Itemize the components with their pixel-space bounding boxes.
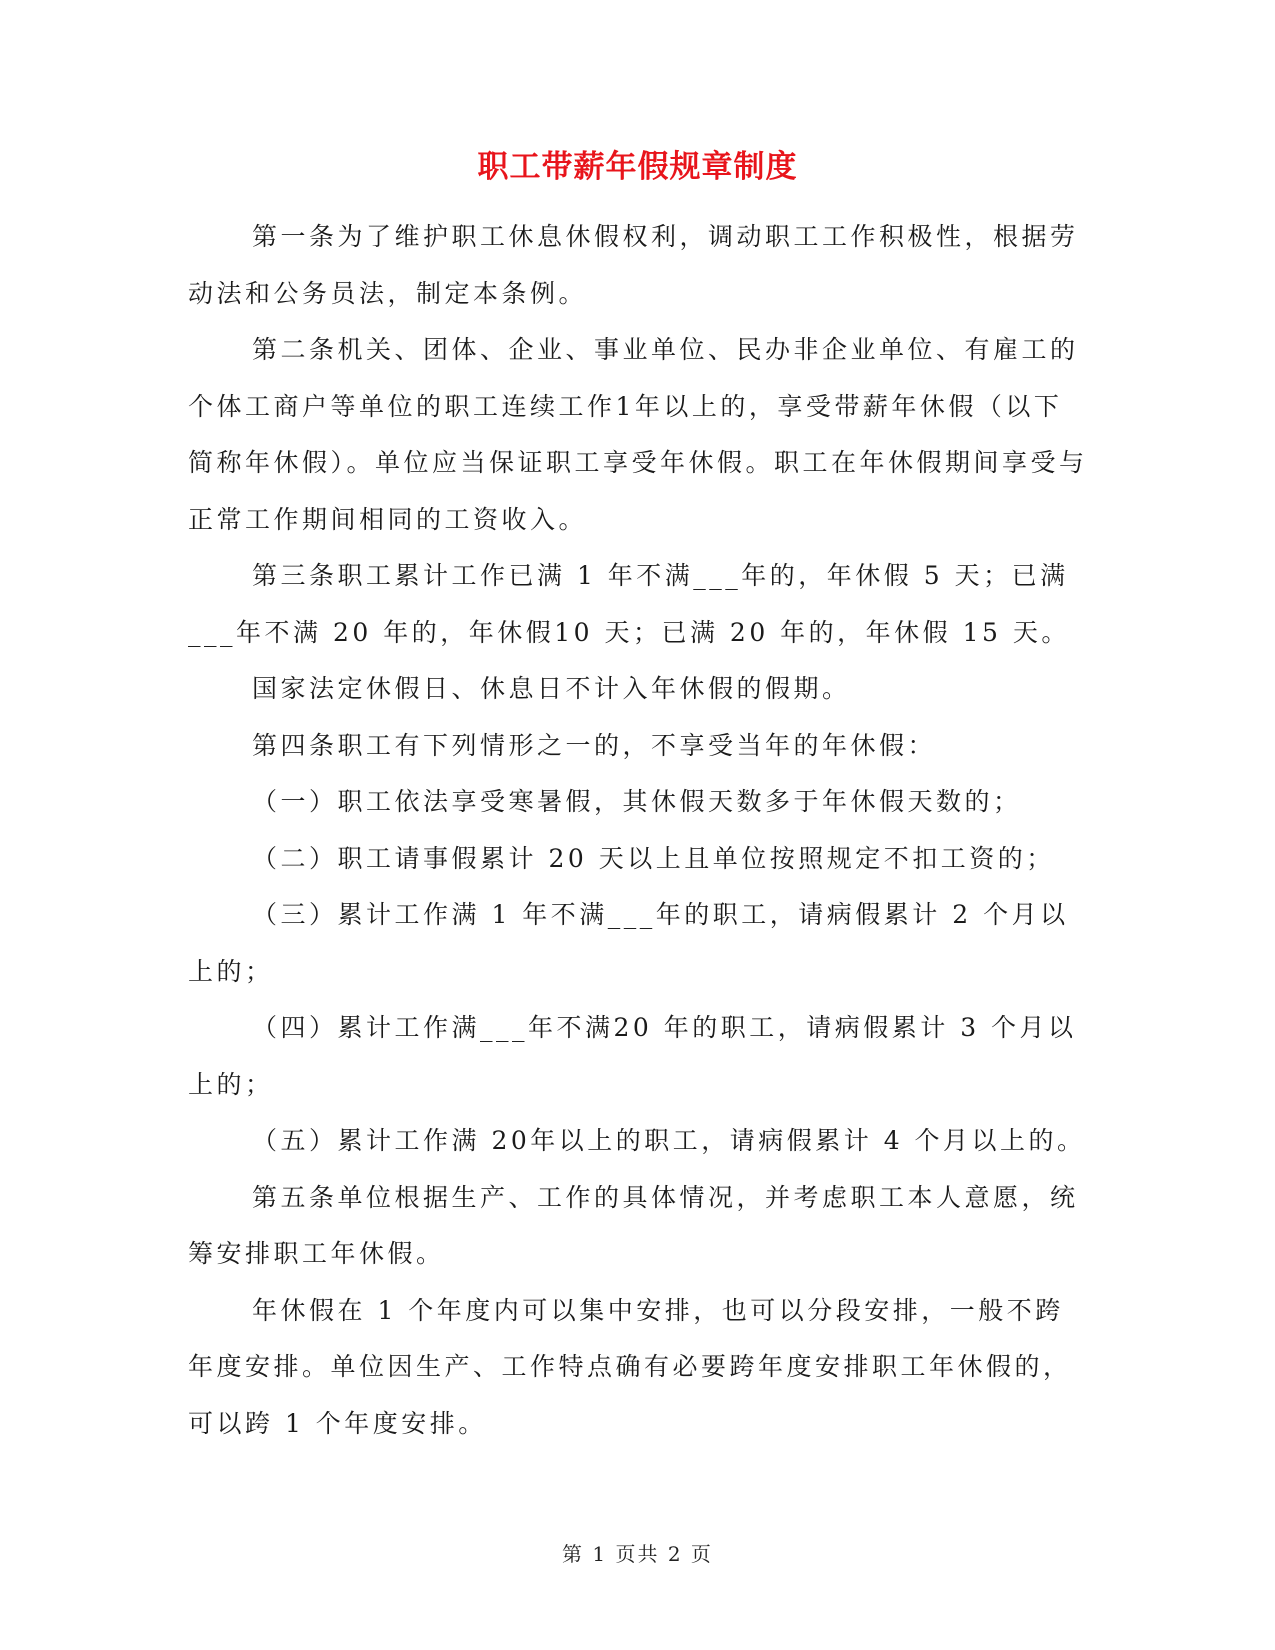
list-item-3: （三）累计工作满 1 年不满___年的职工，请病假累计 2 个月以上的；: [188, 900, 1069, 986]
document-title: 职工带薪年假规章制度: [477, 149, 798, 185]
page-footer: 第 1 页共 2 页: [562, 1542, 713, 1566]
list-item-4: （四）累计工作满___年不满20 年的职工，请病假累计 3 个月以上的；: [188, 1013, 1077, 1099]
list-item-2: （二）职工请事假累计 20 天以上且单位按照规定不扣工资的；: [252, 843, 1055, 873]
document-body: [188, 209, 1088, 1452]
paragraph-article-3: 第三条职工累计工作已满 1 年不满___年的，年休假 5 天；已满___年不满 20 年的，年休假10 天；已满 20 年的，年休假 15 天。: [188, 561, 1070, 647]
paragraph-holidays-note: 国家法定休假日、休息日不计入年休假的假期。: [252, 674, 851, 703]
list-item-1: （一）职工依法享受寒暑假，其休假天数多于年休假天数的；: [252, 787, 1022, 816]
paragraph-article-2: 第二条机关、团体、企业、事业单位、民办非企业单位、有雇工的个体工商户等单位的职工连续工作1年以上的，享受带薪年休假（以下简称年休假）。单位应当保证职工享受年休假。职工在年休假期间享受与正常工作期间相同的工资收入。: [188, 335, 1088, 534]
paragraph-article-5: 第五条单位根据生产、工作的具体情况，并考虑职工本人意愿，统筹安排职工年休假。: [188, 1182, 1079, 1268]
paragraph-article-1: 第一条为了维护职工休息休假权利，调动职工工作积极性，根据劳动法和公务员法，制定本条例。: [188, 222, 1079, 308]
paragraph-scheduling: 年休假在 1 个年度内可以集中安排，也可以分段安排，一般不跨年度安排。单位因生产、工作特点确有必要跨年度安排职工年休假的，可以跨 1 个年度安排。: [188, 1295, 1072, 1438]
paragraph-article-4: 第四条职工有下列情形之一的，不享受当年的年休假：: [252, 730, 937, 760]
list-item-5: （五）累计工作满 20年以上的职工，请病假累计 4 个月以上的。: [252, 1126, 1086, 1155]
